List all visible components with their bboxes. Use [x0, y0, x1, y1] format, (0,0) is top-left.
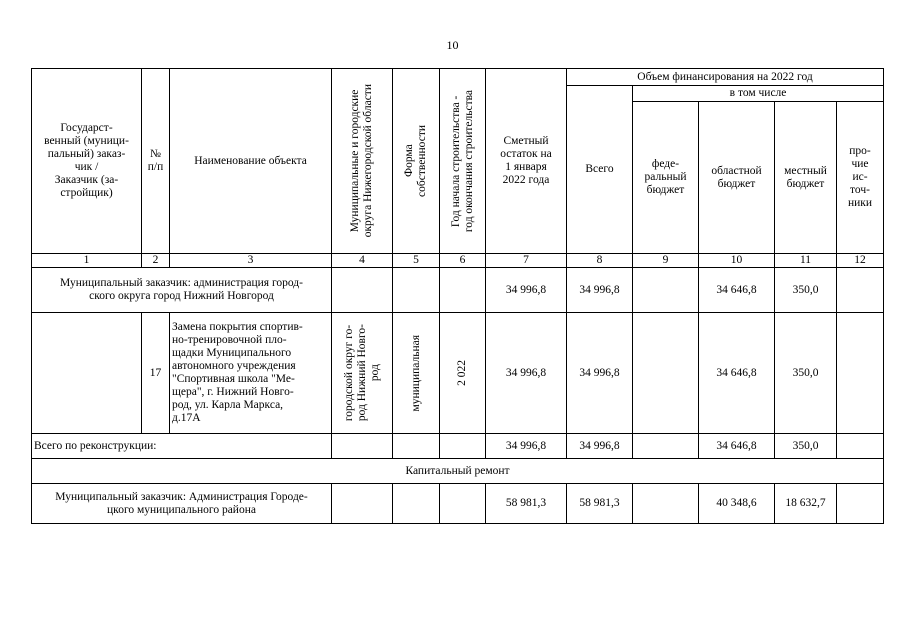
customer-label: Муниципальный заказчик: администрация город- ского округа город Нижний Новгород [32, 268, 332, 313]
total-value: 34 996,8 [567, 434, 633, 459]
federal-value [633, 434, 699, 459]
reconstruction-total-row [32, 434, 884, 459]
column-number: 4 [332, 254, 393, 268]
column-number: 7 [486, 254, 567, 268]
regional-value: 34 646,8 [699, 434, 775, 459]
remainder-value: 34 996,8 [486, 313, 567, 434]
column-number: 11 [775, 254, 837, 268]
column-number: 3 [170, 254, 332, 268]
empty-cell [393, 268, 440, 313]
empty-cell [332, 434, 393, 459]
column-number: 2 [142, 254, 170, 268]
header-including: в том числе [633, 86, 884, 102]
column-number: 10 [699, 254, 775, 268]
object-years [440, 313, 486, 434]
regional-value: 34 646,8 [699, 268, 775, 313]
remainder-value: 58 981,3 [486, 484, 567, 524]
regional-value: 34 646,8 [699, 313, 775, 434]
local-value: 350,0 [775, 268, 837, 313]
header-municipality [332, 69, 393, 254]
reconstruction-total-label: Всего по реконструкции: [32, 434, 332, 459]
header-object-name: Наименование объекта [170, 69, 332, 254]
customer-row-gorodets [32, 484, 884, 524]
header-funding-group: Объем финансирования на 2022 год [567, 69, 884, 86]
header-local: местный бюджет [775, 102, 837, 254]
column-number: 5 [393, 254, 440, 268]
object-name: Замена покрытия спортив- но-тренировочной пло- щадки Муниципального автономного учреждения "Спортивная школа "Ме- щера", г. Нижний Новго- род, ул. Карла Маркса, д.17А [170, 313, 332, 434]
header-federal: феде- ральный бюджет [633, 102, 699, 254]
empty-cell [440, 434, 486, 459]
header-remainder: Сметный остаток на 1 января 2022 года [486, 69, 567, 254]
other-value [837, 484, 884, 524]
header-years [440, 69, 486, 254]
regional-value: 40 348,6 [699, 484, 775, 524]
customer-row-nizhny [32, 268, 884, 313]
total-value: 34 996,8 [567, 313, 633, 434]
section-row [32, 459, 884, 484]
empty-cell [332, 484, 393, 524]
empty-cell [393, 484, 440, 524]
empty-cell [332, 268, 393, 313]
column-number: 12 [837, 254, 884, 268]
header-other: про- чие ис- точ- ники [837, 102, 884, 254]
section-title-capital-repair: Капитальный ремонт [32, 459, 884, 484]
column-number: 8 [567, 254, 633, 268]
empty-cell [440, 268, 486, 313]
object-municipality-text: городской округ го- род Нижний Новго- род [342, 324, 381, 422]
header-total: Всего [567, 86, 633, 254]
total-value: 34 996,8 [567, 268, 633, 313]
object-ownership [393, 313, 440, 434]
other-value [837, 434, 884, 459]
page-number: 10 [446, 38, 459, 52]
other-value [837, 268, 884, 313]
column-number: 6 [440, 254, 486, 268]
header-municipality-text: Муниципальные и городские округа Нижегородской области [349, 84, 374, 238]
local-value: 350,0 [775, 434, 837, 459]
header-customer: Государст- венный (муници- пальный) заказ- чик / Заказчик (за- стройщик) [32, 69, 142, 254]
federal-value [633, 313, 699, 434]
header-ownership-text: Форма собственности [403, 125, 428, 197]
remainder-value: 34 996,8 [486, 268, 567, 313]
header-ownership [393, 69, 440, 254]
federal-value [633, 268, 699, 313]
column-number: 9 [633, 254, 699, 268]
column-number-row [32, 254, 884, 268]
other-value [837, 313, 884, 434]
object-row-17 [32, 313, 884, 434]
empty-cell [440, 484, 486, 524]
header-regional: областной бюджет [699, 102, 775, 254]
column-number: 1 [32, 254, 142, 268]
header-years-text: Год начала строительства - год окончания строительства [449, 89, 475, 233]
local-value: 350,0 [775, 313, 837, 434]
total-value: 58 981,3 [567, 484, 633, 524]
customer-label: Муниципальный заказчик: Администрация Городе- цкого муниципального района [32, 484, 332, 524]
local-value: 18 632,7 [775, 484, 837, 524]
remainder-value: 34 996,8 [486, 434, 567, 459]
funding-table [31, 68, 884, 524]
object-municipality [332, 313, 393, 434]
empty-cell [32, 313, 142, 434]
empty-cell [393, 434, 440, 459]
object-number: 17 [142, 313, 170, 434]
object-ownership-text: муниципальная [409, 334, 422, 412]
header-num: № п/п [142, 69, 170, 254]
object-years-text: 2 022 [456, 360, 468, 386]
federal-value [633, 484, 699, 524]
